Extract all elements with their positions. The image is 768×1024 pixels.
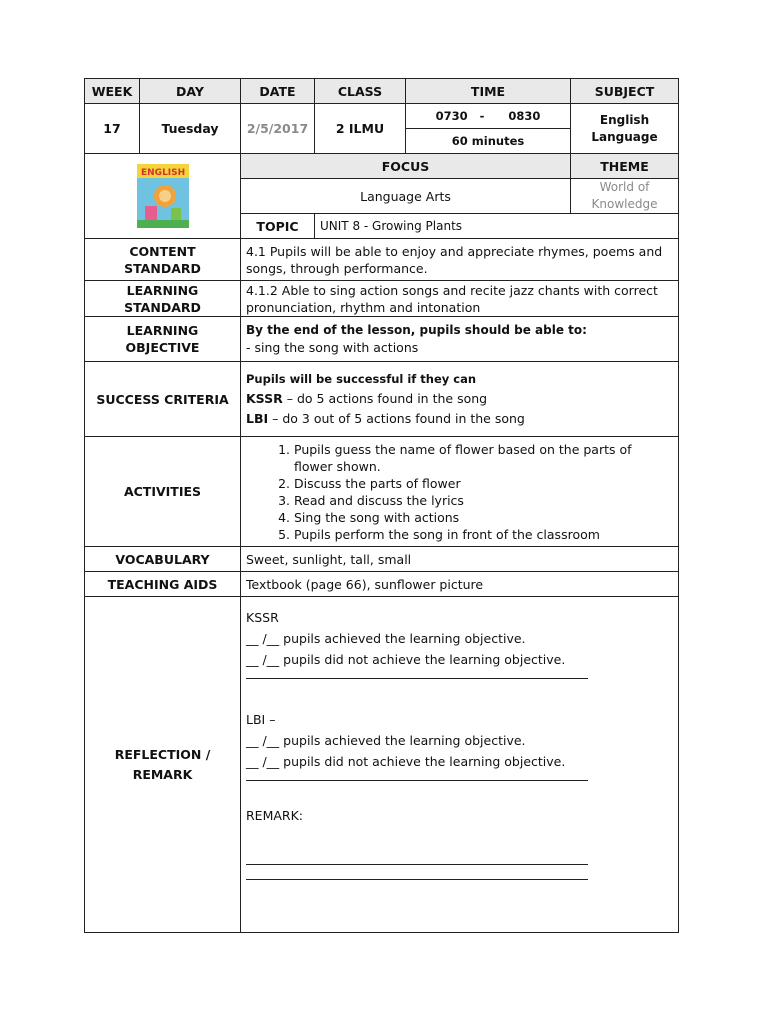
reflection-remark-line-2[interactable] [246,879,588,880]
time-cell [406,104,571,154]
learning-objective-row [85,317,679,362]
reflection-label-line-1: REFLECTION / [114,746,211,762]
teaching-aids-row [85,572,679,597]
success-lbi [246,409,673,429]
reflection-label-line-2: REMARK [132,766,193,782]
activities-list [246,441,673,543]
reflection-kssr-title: KSSR [246,610,279,625]
reflection-remark-title: REMARK: [246,808,304,823]
activity-item: 2. Discuss the parts of flower [294,475,673,492]
teaching-aids-text: Textbook (page 66), sunflower picture [241,572,679,597]
reflection-kssr-line[interactable] [246,678,588,679]
success-criteria-cell [241,362,679,437]
lbi-text: – do 3 out of 5 actions found in the song [268,411,525,426]
success-criteria-label: SUCCESS CRITERIA [85,362,241,437]
svg-text:ENGLISH: ENGLISH [140,168,185,178]
learning-objective-heading: By the end of the lesson, pupils should be able to: [246,323,587,337]
teaching-aids-label: TEACHING AIDS [85,572,241,597]
lbi-label: LBI [246,411,269,426]
reflection-label [85,597,241,933]
day-value: Tuesday [140,104,241,154]
reflection-kssr-not-achieved: __ /__ pupils did not achieve the learning objective. [246,652,566,667]
topic-label: TOPIC [241,214,315,239]
success-kssr [246,389,673,409]
focus-header: FOCUS [241,154,571,179]
lesson-plan-table [84,78,679,933]
class-value: 2 ILMU [315,104,406,154]
learning-objective-cell [241,317,679,362]
kssr-label: KSSR [246,391,283,406]
vocabulary-label: VOCABULARY [85,547,241,572]
textbook-cover-icon [137,164,189,228]
subject-header: SUBJECT [571,79,679,104]
date-value: 2/5/2017 [241,104,315,154]
day-header: DAY [140,79,241,104]
learning-standard-text: 4.1.2 Able to sing action songs and recite jazz chants with correct pronunciation, rhythm and intonation [241,281,679,317]
reflection-lbi-achieved: __ /__ pupils achieved the learning objective. [246,733,526,748]
activities-row [85,437,679,547]
subject-value: English Language [571,104,679,154]
theme-value: World of Knowledge [571,179,679,214]
focus-value: Language Arts [241,179,571,214]
theme-header: THEME [571,154,679,179]
kssr-text: – do 5 actions found in the song [282,391,488,406]
date-header: DATE [241,79,315,104]
time-range: 0730 - 0830 [406,104,570,129]
week-header: WEEK [85,79,140,104]
vocabulary-text: Sweet, sunlight, tall, small [241,547,679,572]
info-row [85,104,679,154]
textbook-cell [85,154,241,239]
activities-label: ACTIVITIES [85,437,241,547]
content-standard-text: 4.1 Pupils will be able to enjoy and appreciate rhymes, poems and songs, through performance. [241,239,679,281]
reflection-lbi-line[interactable] [246,780,588,781]
activity-item: 3. Read and discuss the lyrics [294,492,673,509]
activity-item: 4. Sing the song with actions [294,509,673,526]
header-row [85,79,679,104]
focus-theme-header-row [85,154,679,179]
learning-standard-row [85,281,679,317]
duration: 60 minutes [451,134,525,148]
learning-objective-text: - sing the song with actions [246,340,419,355]
time-header: TIME [406,79,571,104]
activity-item: 5. Pupils perform the song in front of the classroom [294,526,673,543]
reflection-kssr-achieved: __ /__ pupils achieved the learning objective. [246,631,526,646]
activities-cell [241,437,679,547]
learning-standard-label: LEARNING STANDARD [85,281,241,317]
content-standard-row [85,239,679,281]
week-value: 17 [85,104,140,154]
topic-value: UNIT 8 - Growing Plants [315,214,679,239]
learning-objective-label: LEARNING OBJECTIVE [85,317,241,362]
success-criteria-row [85,362,679,437]
content-standard-label: CONTENT STANDARD [85,239,241,281]
reflection-cell [241,597,679,933]
reflection-row [85,597,679,933]
activity-item: 1. Pupils guess the name of flower based on the parts of flower shown. [294,441,673,475]
vocabulary-row [85,547,679,572]
reflection-lbi-not-achieved: __ /__ pupils did not achieve the learning objective. [246,754,566,769]
reflection-remark-line-1[interactable] [246,864,588,865]
reflection-lbi-title: LBI – [246,712,276,727]
success-criteria-heading: Pupils will be successful if they can [246,372,477,386]
class-header: CLASS [315,79,406,104]
